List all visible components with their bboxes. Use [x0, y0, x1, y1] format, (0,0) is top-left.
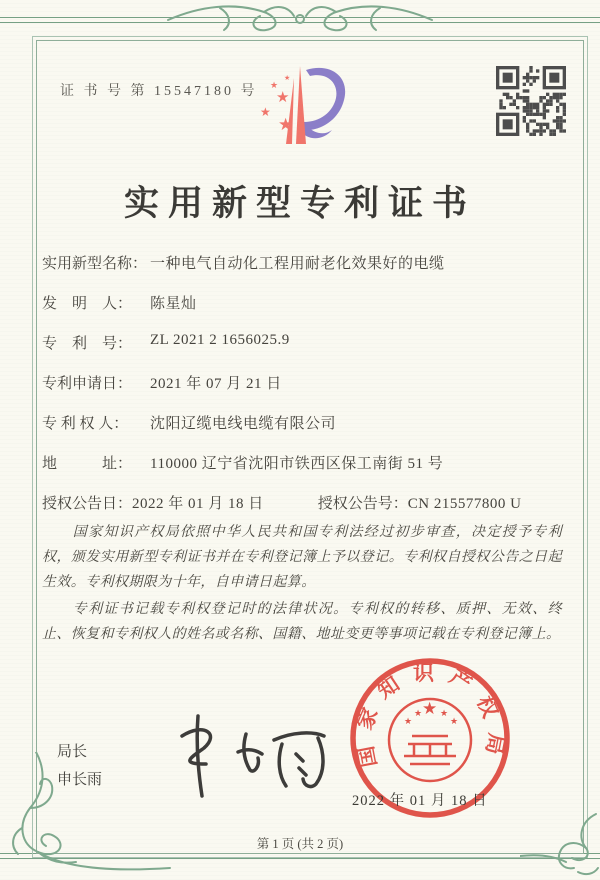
bottom-border-rule: [0, 853, 600, 859]
legal-paragraph-1: 国家知识产权局依照中华人民共和国专利法经过初步审查，决定授予专利权，颁发实用新型专利证书并在专利登记簿上予以登记。专利权自授权公告之日起生效。专利权期限为十年，自申请日起算。: [42, 525, 562, 590]
field-value: 一种电气自动化工程用耐老化效果好的电缆: [150, 256, 445, 272]
field-row-address: [42, 452, 562, 492]
field-row-patent-no: [42, 332, 562, 372]
director-block: [57, 738, 102, 794]
field-value: 沈阳辽缆电线电缆有限公司: [150, 416, 337, 432]
director-name: 申长雨: [57, 770, 103, 788]
field-label: 专 利 权 人：: [42, 416, 129, 432]
field-value: 2022 年 01 月 18 日: [132, 496, 264, 512]
field-value: 2021 年 07 月 21 日: [150, 376, 282, 392]
svg-text:国家知识产权局: 国家知识产权局: [351, 660, 509, 770]
field-row-inventor: [42, 292, 562, 332]
field-row-filing-date: [42, 372, 562, 412]
field-label: 发 明 人：: [42, 296, 133, 312]
field-value: ZL 2021 2 1656025.9: [150, 332, 290, 348]
field-label: 地 址：: [42, 456, 133, 472]
field-row-name: [42, 252, 562, 292]
svg-text:★: ★: [422, 699, 438, 718]
legal-paragraph-2: 专利证书记载专利权登记时的法律状况。专利权的转移、质押、无效、终止、恢复和专利权人的姓名或名称、国籍、地址变更等事项记载在专利登记簿上。: [42, 601, 562, 642]
svg-text:★: ★: [278, 115, 294, 134]
svg-text:★: ★: [414, 708, 423, 718]
certificate-title: 实用新型专利证书: [123, 184, 476, 223]
legal-text: [42, 521, 562, 650]
cnipa-logo-icon: [248, 56, 356, 160]
svg-text:★: ★: [440, 708, 449, 718]
director-title: 局长: [57, 743, 88, 760]
field-label: 授权公告日：: [42, 496, 133, 512]
svg-text:★: ★: [284, 74, 291, 82]
svg-text:★: ★: [404, 716, 413, 726]
director-signature: [158, 708, 348, 804]
field-label: 授权公告号：: [317, 496, 408, 512]
field-label: 实用新型名称：: [42, 256, 148, 272]
certificate-number: 证 书 号 第 15547180 号: [60, 84, 258, 99]
field-row-patentee: [42, 412, 562, 452]
field-value: CN 215577800 U: [407, 496, 522, 512]
field-value: 110000 辽宁省沈阳市铁西区保工南街 51 号: [150, 456, 444, 472]
top-border-rule: [0, 17, 600, 23]
page-number: 第 1 页 (共 2 页): [256, 837, 344, 851]
seal-date: 2022 年 01 月 18 日: [352, 793, 488, 809]
svg-text:★: ★: [270, 80, 279, 90]
certificate-fields: [42, 252, 562, 532]
svg-text:★: ★: [450, 716, 459, 726]
svg-text:★: ★: [276, 90, 290, 106]
svg-text:★: ★: [260, 105, 271, 119]
qr-code: [496, 66, 566, 136]
field-value: 陈星灿: [150, 296, 197, 312]
field-label: 专 利 号：: [42, 336, 133, 352]
field-label: 专利申请日：: [42, 376, 133, 392]
